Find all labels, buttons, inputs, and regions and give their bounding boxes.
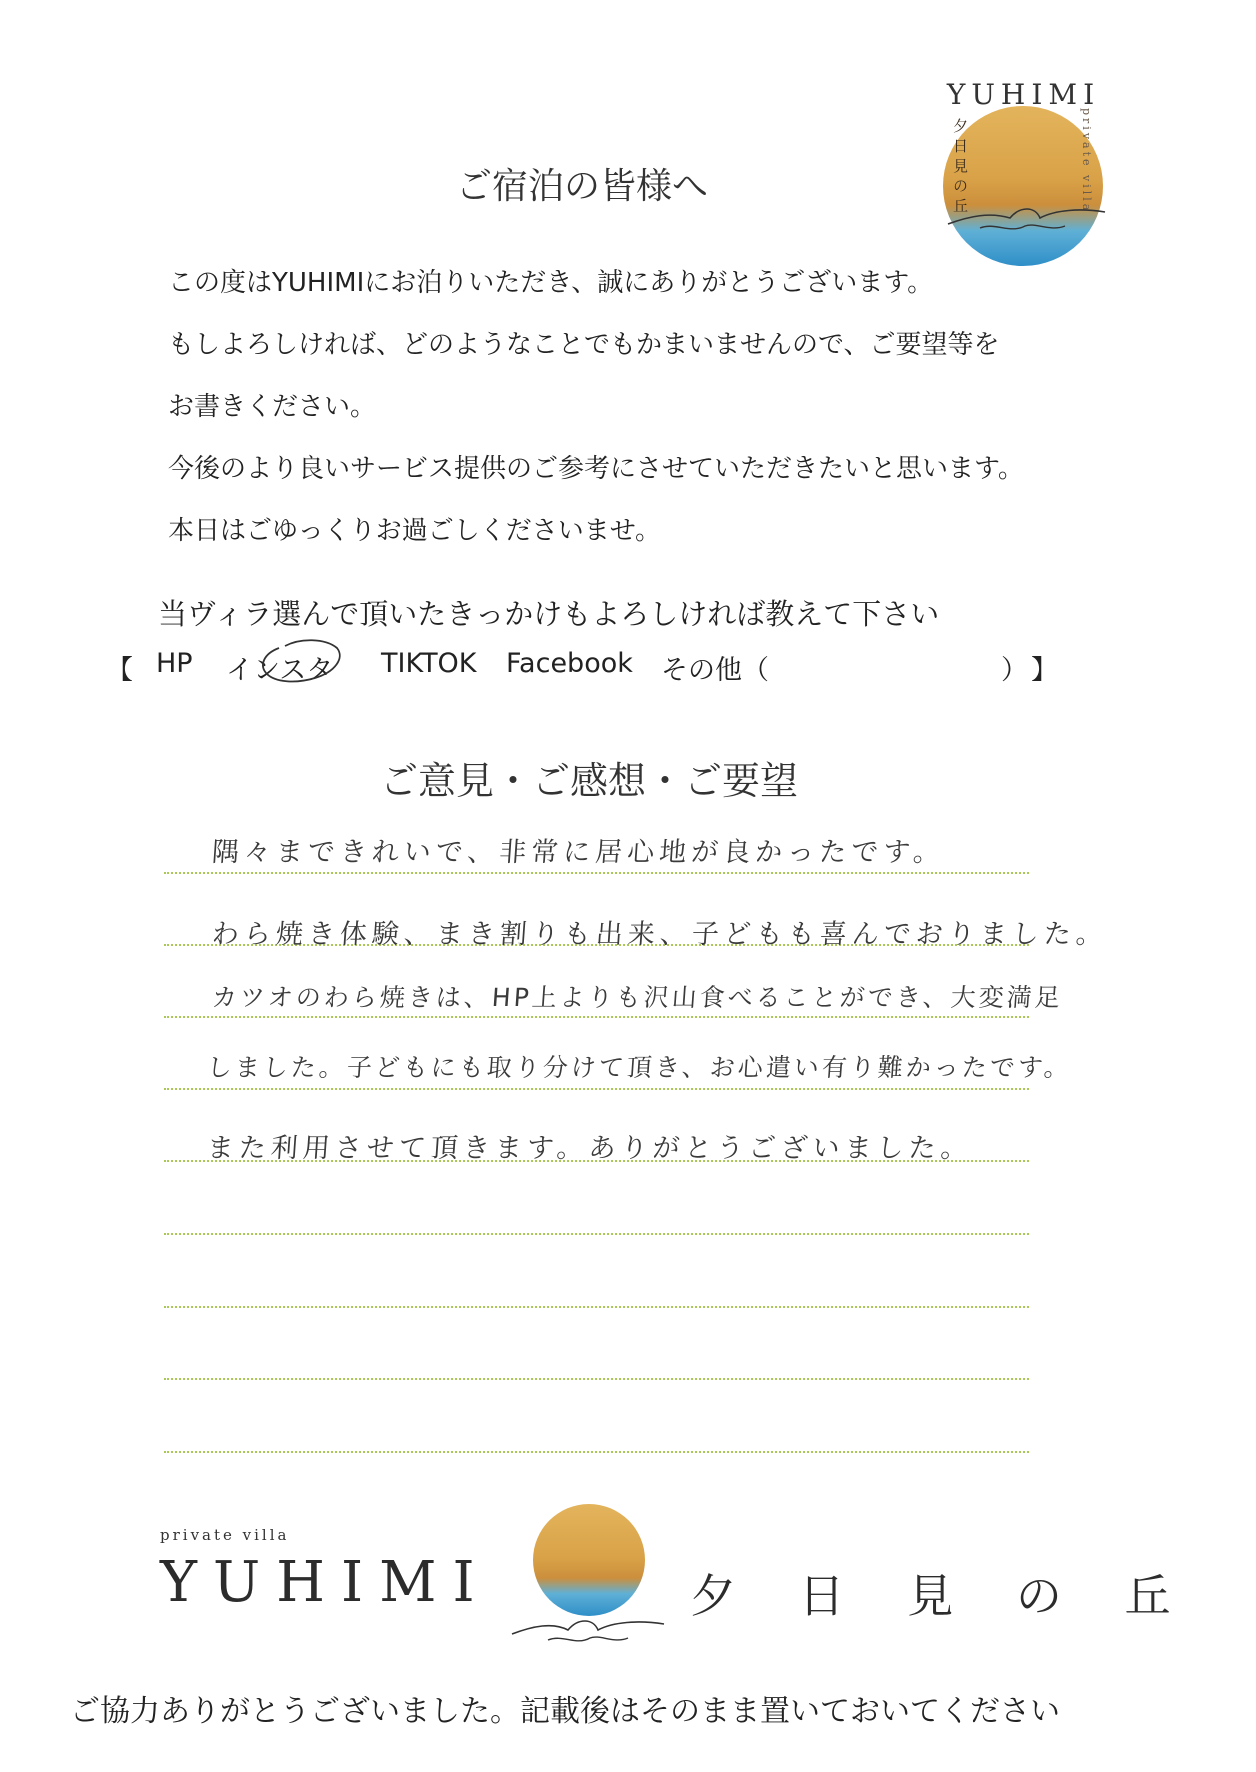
- top-logo-kanji: 夕日見の丘: [951, 118, 969, 218]
- intro-line: 本日はごゆっくりお過ごしくださいませ。: [168, 516, 661, 546]
- ruled-line: [164, 1451, 1029, 1453]
- footer-message: ご協力ありがとうございました。記載後はそのまま置いておいてください: [70, 1694, 1060, 1729]
- selection-circle-mark: [255, 632, 345, 694]
- wave-icon: [940, 198, 1110, 238]
- ruled-line: [164, 1378, 1029, 1380]
- comment-line-4: しました。子どもにも取り分けて頂き、お心遣い有り難かったです。: [205, 1053, 1073, 1082]
- bottom-logo-sub: private villa: [160, 1526, 290, 1544]
- bottom-logo-kanji: 夕 日 見 の 丘: [690, 1569, 1195, 1623]
- option-instagram[interactable]: インスタ: [226, 655, 334, 686]
- ruled-line: [164, 872, 1029, 874]
- bottom-sun-logo-icon: [533, 1504, 645, 1616]
- intro-line: この度はYUHIMIにお泊りいただき、誠にありがとうございます。: [168, 268, 934, 298]
- option-other-close: ）: [1001, 655, 1028, 686]
- ruled-line: [164, 1306, 1029, 1308]
- option-tiktok[interactable]: TIKTOK: [381, 648, 477, 679]
- bottom-logo-brand: YUHIMI: [160, 1550, 491, 1615]
- comments-heading: ご意見・ご感想・ご要望: [380, 759, 799, 803]
- comment-line-1: 隅々まできれいで、非常に居心地が良かったです。: [210, 837, 947, 868]
- bracket-open: 【: [106, 655, 133, 686]
- option-hp[interactable]: HP: [156, 648, 193, 679]
- ruled-line: [164, 1088, 1029, 1090]
- option-facebook[interactable]: Facebook: [506, 648, 633, 679]
- intro-line: もしよろしければ、どのようなことでもかまいませんので、ご要望等を: [168, 330, 1000, 360]
- comment-line-5: また利用させて頂きます。ありがとうございました。: [205, 1133, 974, 1164]
- top-logo-brand: YUHIMI: [946, 78, 1101, 111]
- intro-line: お書きください。: [168, 392, 377, 422]
- top-logo: [940, 78, 1100, 253]
- intro-text: [168, 265, 1098, 575]
- bottom-wave-icon: [508, 1612, 668, 1648]
- reason-options: [106, 648, 1056, 688]
- comment-line-2: わら焼き体験、まき割りも出来、子どもも喜んでおりました。: [210, 919, 1109, 950]
- ruled-line: [164, 1016, 1029, 1018]
- page-title: ご宿泊の皆様へ: [456, 166, 709, 207]
- comment-line-3: カツオのわら焼きは、HP上よりも沢山食べることができ、大変満足: [210, 983, 1064, 1012]
- option-other[interactable]: その他（: [661, 655, 769, 686]
- reason-question: 当ヴィラ選んで頂いたきっかけもよろしければ教えて下さい: [158, 597, 940, 631]
- intro-line: 今後のより良いサービス提供のご参考にさせていただきたいと思います。: [168, 454, 1024, 484]
- ruled-line: [164, 1233, 1029, 1235]
- bracket-close: 】: [1031, 655, 1058, 686]
- top-logo-sub: private villa: [1080, 108, 1093, 214]
